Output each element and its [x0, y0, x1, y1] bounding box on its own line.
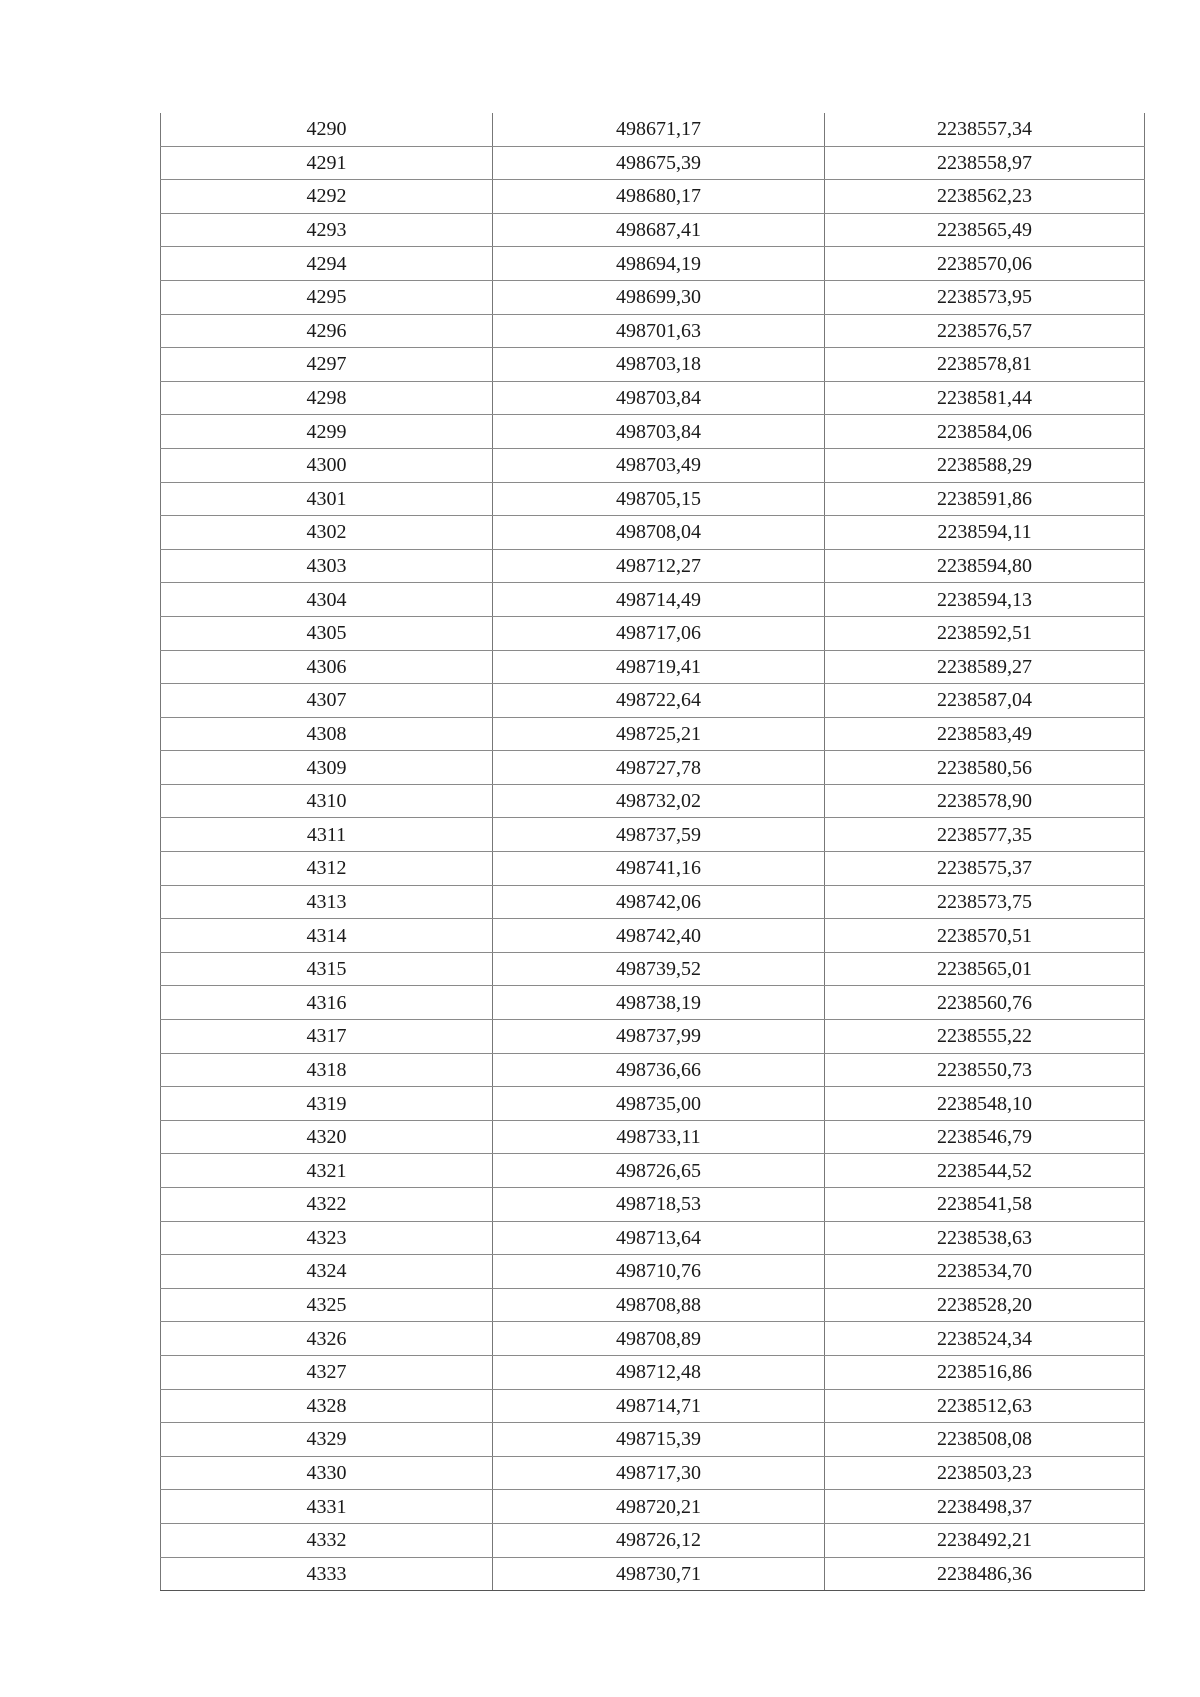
point-number-cell: 4297 [161, 348, 493, 382]
table-row [161, 1288, 1145, 1322]
x-coordinate-cell: 498671,17 [493, 113, 825, 146]
table-row [161, 1154, 1145, 1188]
point-number-cell: 4294 [161, 247, 493, 281]
y-coordinate-cell: 2238578,81 [825, 348, 1145, 382]
point-number-cell: 4318 [161, 1053, 493, 1087]
x-coordinate-cell: 498732,02 [493, 784, 825, 818]
x-coordinate-cell: 498737,99 [493, 1020, 825, 1054]
point-number-cell: 4305 [161, 616, 493, 650]
y-coordinate-cell: 2238534,70 [825, 1255, 1145, 1289]
y-coordinate-cell: 2238588,29 [825, 448, 1145, 482]
point-number-cell: 4295 [161, 280, 493, 314]
point-number-cell: 4300 [161, 448, 493, 482]
point-number-cell: 4320 [161, 1120, 493, 1154]
table-row [161, 1557, 1145, 1591]
y-coordinate-cell: 2238516,86 [825, 1355, 1145, 1389]
x-coordinate-cell: 498730,71 [493, 1557, 825, 1591]
table-row [161, 180, 1145, 214]
table-row [161, 784, 1145, 818]
table-row [161, 1523, 1145, 1557]
point-number-cell: 4322 [161, 1188, 493, 1222]
y-coordinate-cell: 2238594,80 [825, 549, 1145, 583]
point-number-cell: 4333 [161, 1557, 493, 1591]
x-coordinate-cell: 498703,18 [493, 348, 825, 382]
point-number-cell: 4307 [161, 684, 493, 718]
point-number-cell: 4315 [161, 952, 493, 986]
y-coordinate-cell: 2238498,37 [825, 1490, 1145, 1524]
table-row [161, 549, 1145, 583]
point-number-cell: 4309 [161, 751, 493, 785]
point-number-cell: 4308 [161, 717, 493, 751]
x-coordinate-cell: 498713,64 [493, 1221, 825, 1255]
x-coordinate-cell: 498687,41 [493, 213, 825, 247]
table-row [161, 1087, 1145, 1121]
table-row [161, 516, 1145, 550]
table-row [161, 986, 1145, 1020]
point-number-cell: 4292 [161, 180, 493, 214]
y-coordinate-cell: 2238576,57 [825, 314, 1145, 348]
x-coordinate-cell: 498722,64 [493, 684, 825, 718]
y-coordinate-cell: 2238512,63 [825, 1389, 1145, 1423]
point-number-cell: 4328 [161, 1389, 493, 1423]
x-coordinate-cell: 498712,48 [493, 1355, 825, 1389]
table-row [161, 1423, 1145, 1457]
x-coordinate-cell: 498725,21 [493, 717, 825, 751]
table-row [161, 348, 1145, 382]
table-row [161, 1322, 1145, 1356]
x-coordinate-cell: 498714,49 [493, 583, 825, 617]
point-number-cell: 4326 [161, 1322, 493, 1356]
point-number-cell: 4304 [161, 583, 493, 617]
x-coordinate-cell: 498738,19 [493, 986, 825, 1020]
y-coordinate-cell: 2238562,23 [825, 180, 1145, 214]
x-coordinate-cell: 498705,15 [493, 482, 825, 516]
point-number-cell: 4329 [161, 1423, 493, 1457]
x-coordinate-cell: 498718,53 [493, 1188, 825, 1222]
y-coordinate-cell: 2238591,86 [825, 482, 1145, 516]
table-row [161, 583, 1145, 617]
coordinates-table-body [161, 113, 1145, 1591]
table-row [161, 146, 1145, 180]
x-coordinate-cell: 498719,41 [493, 650, 825, 684]
point-number-cell: 4306 [161, 650, 493, 684]
x-coordinate-cell: 498699,30 [493, 280, 825, 314]
table-row [161, 381, 1145, 415]
y-coordinate-cell: 2238550,73 [825, 1053, 1145, 1087]
x-coordinate-cell: 498726,65 [493, 1154, 825, 1188]
table-row [161, 1053, 1145, 1087]
table-row [161, 1355, 1145, 1389]
x-coordinate-cell: 498703,49 [493, 448, 825, 482]
x-coordinate-cell: 498703,84 [493, 381, 825, 415]
table-row [161, 1490, 1145, 1524]
y-coordinate-cell: 2238528,20 [825, 1288, 1145, 1322]
y-coordinate-cell: 2238594,11 [825, 516, 1145, 550]
y-coordinate-cell: 2238577,35 [825, 818, 1145, 852]
table-row [161, 717, 1145, 751]
x-coordinate-cell: 498708,88 [493, 1288, 825, 1322]
table-row [161, 415, 1145, 449]
table-row [161, 482, 1145, 516]
y-coordinate-cell: 2238589,27 [825, 650, 1145, 684]
table-row [161, 280, 1145, 314]
x-coordinate-cell: 498675,39 [493, 146, 825, 180]
point-number-cell: 4324 [161, 1255, 493, 1289]
point-number-cell: 4323 [161, 1221, 493, 1255]
x-coordinate-cell: 498736,66 [493, 1053, 825, 1087]
y-coordinate-cell: 2238573,75 [825, 885, 1145, 919]
table-row [161, 314, 1145, 348]
point-number-cell: 4302 [161, 516, 493, 550]
x-coordinate-cell: 498717,06 [493, 616, 825, 650]
point-number-cell: 4321 [161, 1154, 493, 1188]
table-row [161, 818, 1145, 852]
table-row [161, 952, 1145, 986]
table-row [161, 919, 1145, 953]
x-coordinate-cell: 498741,16 [493, 852, 825, 886]
x-coordinate-cell: 498708,89 [493, 1322, 825, 1356]
x-coordinate-cell: 498733,11 [493, 1120, 825, 1154]
y-coordinate-cell: 2238503,23 [825, 1456, 1145, 1490]
x-coordinate-cell: 498703,84 [493, 415, 825, 449]
table-row [161, 113, 1145, 146]
table-row [161, 1389, 1145, 1423]
y-coordinate-cell: 2238594,13 [825, 583, 1145, 617]
point-number-cell: 4312 [161, 852, 493, 886]
x-coordinate-cell: 498735,00 [493, 1087, 825, 1121]
x-coordinate-cell: 498701,63 [493, 314, 825, 348]
y-coordinate-cell: 2238570,06 [825, 247, 1145, 281]
y-coordinate-cell: 2238548,10 [825, 1087, 1145, 1121]
y-coordinate-cell: 2238581,44 [825, 381, 1145, 415]
table-row [161, 852, 1145, 886]
y-coordinate-cell: 2238570,51 [825, 919, 1145, 953]
point-number-cell: 4298 [161, 381, 493, 415]
x-coordinate-cell: 498726,12 [493, 1523, 825, 1557]
x-coordinate-cell: 498715,39 [493, 1423, 825, 1457]
point-number-cell: 4313 [161, 885, 493, 919]
table-row [161, 751, 1145, 785]
y-coordinate-cell: 2238578,90 [825, 784, 1145, 818]
y-coordinate-cell: 2238524,34 [825, 1322, 1145, 1356]
x-coordinate-cell: 498714,71 [493, 1389, 825, 1423]
x-coordinate-cell: 498742,40 [493, 919, 825, 953]
point-number-cell: 4317 [161, 1020, 493, 1054]
table-row [161, 213, 1145, 247]
point-number-cell: 4314 [161, 919, 493, 953]
y-coordinate-cell: 2238541,58 [825, 1188, 1145, 1222]
y-coordinate-cell: 2238538,63 [825, 1221, 1145, 1255]
x-coordinate-cell: 498717,30 [493, 1456, 825, 1490]
point-number-cell: 4301 [161, 482, 493, 516]
x-coordinate-cell: 498694,19 [493, 247, 825, 281]
point-number-cell: 4293 [161, 213, 493, 247]
y-coordinate-cell: 2238565,01 [825, 952, 1145, 986]
y-coordinate-cell: 2238546,79 [825, 1120, 1145, 1154]
table-row [161, 247, 1145, 281]
x-coordinate-cell: 498712,27 [493, 549, 825, 583]
y-coordinate-cell: 2238544,52 [825, 1154, 1145, 1188]
x-coordinate-cell: 498708,04 [493, 516, 825, 550]
y-coordinate-cell: 2238580,56 [825, 751, 1145, 785]
table-row [161, 1255, 1145, 1289]
point-number-cell: 4299 [161, 415, 493, 449]
y-coordinate-cell: 2238583,49 [825, 717, 1145, 751]
y-coordinate-cell: 2238555,22 [825, 1020, 1145, 1054]
point-number-cell: 4310 [161, 784, 493, 818]
coordinates-table [160, 113, 1145, 1591]
point-number-cell: 4327 [161, 1355, 493, 1389]
x-coordinate-cell: 498710,76 [493, 1255, 825, 1289]
table-row [161, 1221, 1145, 1255]
point-number-cell: 4303 [161, 549, 493, 583]
y-coordinate-cell: 2238575,37 [825, 852, 1145, 886]
table-row [161, 1188, 1145, 1222]
table-row [161, 1020, 1145, 1054]
y-coordinate-cell: 2238557,34 [825, 113, 1145, 146]
y-coordinate-cell: 2238560,76 [825, 986, 1145, 1020]
point-number-cell: 4319 [161, 1087, 493, 1121]
x-coordinate-cell: 498680,17 [493, 180, 825, 214]
y-coordinate-cell: 2238492,21 [825, 1523, 1145, 1557]
point-number-cell: 4331 [161, 1490, 493, 1524]
table-row [161, 616, 1145, 650]
y-coordinate-cell: 2238565,49 [825, 213, 1145, 247]
point-number-cell: 4291 [161, 146, 493, 180]
point-number-cell: 4296 [161, 314, 493, 348]
table-row [161, 1456, 1145, 1490]
table-row [161, 684, 1145, 718]
point-number-cell: 4330 [161, 1456, 493, 1490]
table-row [161, 650, 1145, 684]
table-row [161, 448, 1145, 482]
x-coordinate-cell: 498720,21 [493, 1490, 825, 1524]
y-coordinate-cell: 2238592,51 [825, 616, 1145, 650]
y-coordinate-cell: 2238573,95 [825, 280, 1145, 314]
x-coordinate-cell: 498742,06 [493, 885, 825, 919]
point-number-cell: 4316 [161, 986, 493, 1020]
point-number-cell: 4290 [161, 113, 493, 146]
table-row [161, 885, 1145, 919]
y-coordinate-cell: 2238486,36 [825, 1557, 1145, 1591]
x-coordinate-cell: 498737,59 [493, 818, 825, 852]
y-coordinate-cell: 2238508,08 [825, 1423, 1145, 1457]
point-number-cell: 4325 [161, 1288, 493, 1322]
y-coordinate-cell: 2238558,97 [825, 146, 1145, 180]
x-coordinate-cell: 498739,52 [493, 952, 825, 986]
y-coordinate-cell: 2238587,04 [825, 684, 1145, 718]
point-number-cell: 4332 [161, 1523, 493, 1557]
y-coordinate-cell: 2238584,06 [825, 415, 1145, 449]
x-coordinate-cell: 498727,78 [493, 751, 825, 785]
point-number-cell: 4311 [161, 818, 493, 852]
table-row [161, 1120, 1145, 1154]
